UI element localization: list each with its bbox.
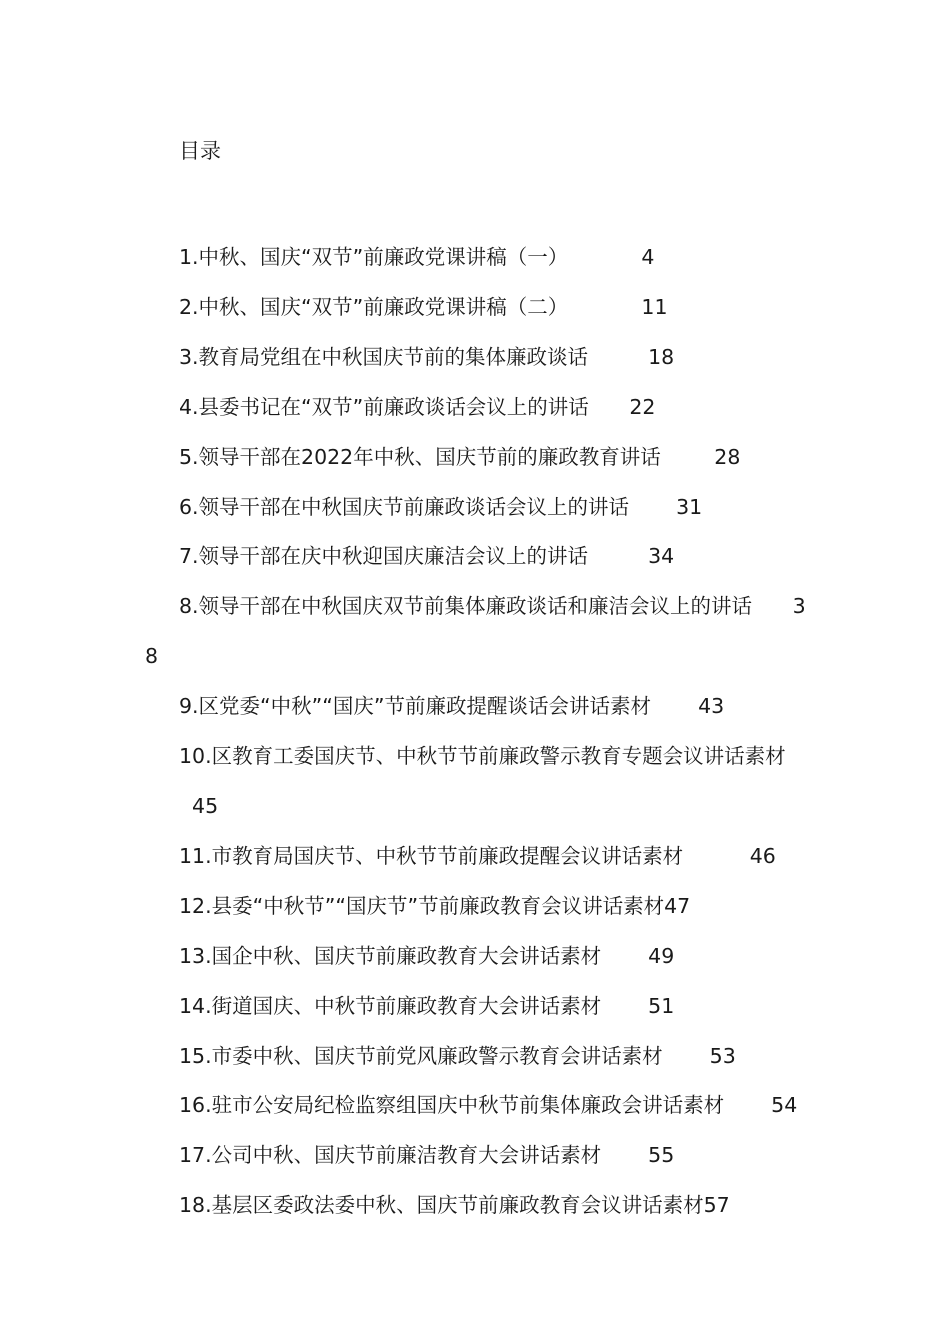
toc-entry — [145, 832, 810, 882]
toc-entry-spacer — [588, 532, 648, 582]
toc-entry — [145, 333, 810, 383]
toc-entry — [145, 532, 810, 582]
toc-entry-spacer — [683, 832, 750, 882]
toc-entry-title: 11.市教育局国庆节、中秋节节前廉政提醒会议讲话素材 — [179, 843, 684, 868]
toc-entry-spacer — [663, 1032, 710, 1082]
toc-entry-page-number: 46 — [749, 843, 776, 868]
toc-entry-spacer — [724, 1081, 771, 1131]
toc-entry-spacer — [651, 682, 698, 732]
toc-entry — [145, 732, 810, 832]
toc-entry — [145, 433, 810, 483]
toc-entry-page-number: 53 — [709, 1043, 736, 1068]
toc-entry-title: 17.公司中秋、国庆节前廉洁教育大会讲话素材 — [179, 1143, 602, 1168]
toc-entry-page-number: 54 — [771, 1093, 798, 1118]
toc-entry-page-number: 38 — [145, 594, 806, 669]
toc-entry-title: 14.街道国庆、中秋节前廉政教育大会讲话素材 — [179, 993, 602, 1018]
toc-entry — [145, 932, 810, 982]
toc-entry-title: 15.市委中秋、国庆节前党风廉政警示教育会讲话素材 — [179, 1043, 663, 1068]
toc-entry-title: 7.领导干部在庆中秋迎国庆廉洁会议上的讲话 — [179, 544, 589, 569]
toc-entry-title: 13.国企中秋、国庆节前廉政教育大会讲话素材 — [179, 943, 602, 968]
toc-entry — [145, 1081, 810, 1131]
toc-entry — [145, 383, 810, 433]
toc-entry-title: 2.中秋、国庆“双节”前廉政党课讲稿（二） — [179, 294, 569, 319]
toc-entry — [145, 882, 810, 932]
toc-entry-page-number: 47 — [664, 893, 691, 918]
toc-entry-title: 12.县委“中秋节”“国庆节”节前廉政教育会议讲话素材 — [179, 893, 665, 918]
toc-entry — [145, 1131, 810, 1181]
toc-entry-page-number: 45 — [192, 793, 219, 818]
toc-entry-spacer — [629, 483, 676, 533]
toc-entry-spacer — [145, 782, 192, 832]
toc-entry — [145, 233, 810, 283]
toc-entry-page-number: 31 — [676, 494, 703, 519]
toc-list — [145, 233, 810, 1231]
toc-entry-title: 4.县委书记在“双节”前廉政谈话会议上的讲话 — [179, 394, 589, 419]
toc-entry-spacer — [589, 383, 630, 433]
toc-entry-page-number: 11 — [641, 294, 668, 319]
toc-entry — [145, 582, 810, 682]
toc-entry-title: 16.驻市公安局纪检监察组国庆中秋节前集体廉政会讲话素材 — [179, 1093, 725, 1118]
toc-entry-spacer — [752, 582, 793, 632]
toc-entry-title: 10.区教育工委国庆节、中秋节节前廉政警示教育专题会议讲话素材 — [179, 744, 786, 769]
toc-entry-title: 18.基层区委政法委中秋、国庆节前廉政教育会议讲话素材 — [179, 1193, 704, 1218]
toc-entry-title: 5.领导干部在2022年中秋、国庆节前的廉政教育讲话 — [179, 444, 661, 469]
toc-entry-spacer — [601, 932, 648, 982]
toc-entry-spacer — [601, 1131, 648, 1181]
toc-entry-page-number: 28 — [714, 444, 741, 469]
toc-entry-spacer — [568, 233, 641, 283]
toc-entry-spacer — [568, 283, 641, 333]
toc-entry-title: 8.领导干部在中秋国庆双节前集体廉政谈话和廉洁会议上的讲话 — [179, 594, 753, 619]
toc-entry-title: 6.领导干部在中秋国庆节前廉政谈话会议上的讲话 — [179, 494, 630, 519]
toc-entry — [145, 1032, 810, 1082]
toc-entry-spacer — [661, 433, 715, 483]
toc-entry-page-number: 18 — [648, 344, 675, 369]
toc-entry-page-number: 4 — [641, 245, 655, 269]
toc-entry — [145, 682, 810, 732]
toc-entry — [145, 1181, 810, 1231]
toc-entry-spacer — [588, 333, 648, 383]
toc-entry-page-number: 34 — [648, 544, 675, 569]
toc-entry — [145, 483, 810, 533]
toc-entry-page-number: 49 — [648, 943, 675, 968]
toc-entry-page-number: 57 — [703, 1193, 730, 1218]
toc-entry-page-number: 55 — [648, 1143, 675, 1168]
toc-entry-page-number: 22 — [629, 394, 656, 419]
toc-entry-title: 9.区党委“中秋”“国庆”节前廉政提醒谈话会讲话素材 — [179, 694, 652, 719]
toc-entry-page-number: 51 — [648, 993, 675, 1018]
toc-entry-page-number: 43 — [698, 694, 725, 719]
toc-entry — [145, 283, 810, 333]
toc-entry-title: 3.教育局党组在中秋国庆节前的集体廉政谈话 — [179, 344, 589, 369]
toc-entry-spacer — [601, 982, 648, 1032]
toc-entry-title: 1.中秋、国庆“双节”前廉政党课讲稿（一） — [179, 245, 569, 269]
toc-entry — [145, 982, 810, 1032]
toc-title: 目录 — [179, 139, 221, 163]
